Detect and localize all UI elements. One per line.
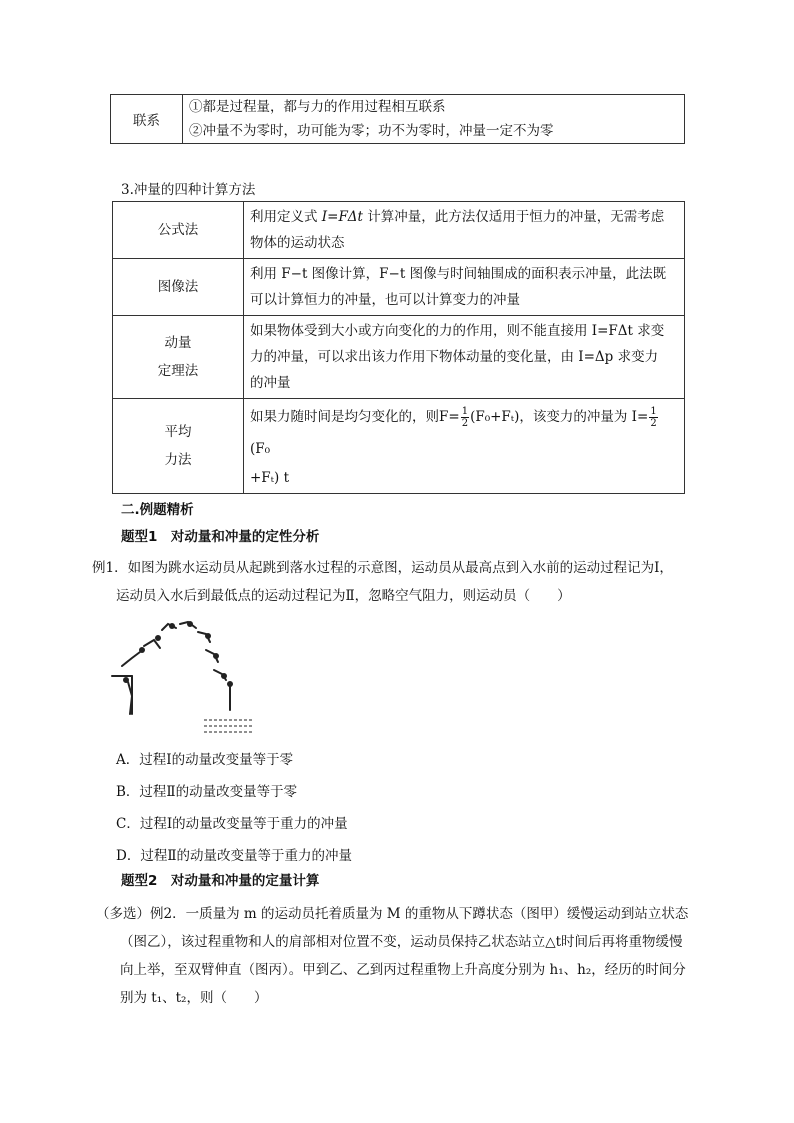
relation-label: 联系 [111, 95, 183, 144]
example2-stem: （多选）例2．一质量为 m 的运动员托着质量为 M 的重物从下蹲状态（图甲）缓慢运动到站立状态 （图乙），该过程重物和人的肩部相对位置不变，运动员保持乙状态站立△t时间后再将重物缓慢 向上举，至双臂伸直（图丙）。甲到乙、乙到丙过程重物上升高度分别为 h₁、h₂，经历的时间分 别为 t₁、t₂，则（ ） [96, 906, 689, 1006]
diver-figure-2 [122, 652, 140, 666]
option-d: D．过程Ⅱ的动量改变量等于重力的冲量 [116, 848, 352, 864]
fraction: $\frac{1}{2}$ [461, 406, 469, 429]
relation-line-1: ①都是过程量，都与力的作用过程相互联系 [189, 99, 446, 115]
option-b: B．过程Ⅱ的动量改变量等于零 [116, 784, 298, 800]
type2-title: 题型2 对动量和冲量的定量计算 [121, 873, 320, 889]
method-label: 平均 力法 [113, 399, 244, 494]
type1-title: 题型1 对动量和冲量的定性分析 [121, 529, 320, 545]
impulse-methods-table [112, 201, 685, 494]
section3-title: 3.冲量的四种计算方法 [121, 182, 256, 198]
table-row: 平均 力法 如果力随时间是均匀变化的，则F= $\frac{1}{2}$ (F₀+Fₜ)，该变力的冲量为 I= $\frac{1}{2}$ (F₀ +Fₜ) t [113, 399, 685, 494]
option-c: C．过程Ⅰ的动量改变量等于重力的冲量 [116, 816, 348, 832]
option-a: A．过程Ⅰ的动量改变量等于零 [116, 752, 294, 768]
method-label: 图像法 [113, 259, 244, 316]
table-row: 动量 定理法 如果物体受到大小或方向变化的力的作用，则不能直接用 I=FΔt 求变 力的冲量，可以求出该力作用下物体动量的变化量，由 I=Δp 求变力 的冲量 [113, 316, 685, 399]
method-label: 公式法 [113, 202, 244, 259]
example1-stem: 例1．如图为跳水运动员从起跳到落水过程的示意图，运动员从最高点到入水前的运动过程记为Ⅰ， 运动员入水后到最低点的运动过程记为Ⅱ，忽略空气阻力，则运动员（ ） [92, 560, 673, 604]
relation-line-2: ②冲量不为零时，功可能为零；功不为零时，冲量一定不为零 [189, 123, 554, 139]
relation-table [110, 94, 685, 144]
method-label: 动量 定理法 [113, 316, 244, 399]
table-row: 图像法 利用 F−t 图像计算，F−t 图像与时间轴围成的面积表示冲量，此法既 可以计算恒力的冲量，也可以计算变力的冲量 [113, 259, 685, 316]
table-row: 公式法 利用定义式 I=FΔt 计算冲量，此方法仅适用于恒力的冲量，无需考虑 物体的运动状态 [113, 202, 685, 259]
section2-title: 二.例题精析 [121, 502, 194, 518]
diver-illustration [110, 618, 255, 740]
formula: I=FΔt [321, 209, 363, 225]
fraction: $\frac{1}{2}$ [650, 406, 657, 429]
diver-figure-3 [144, 640, 160, 648]
